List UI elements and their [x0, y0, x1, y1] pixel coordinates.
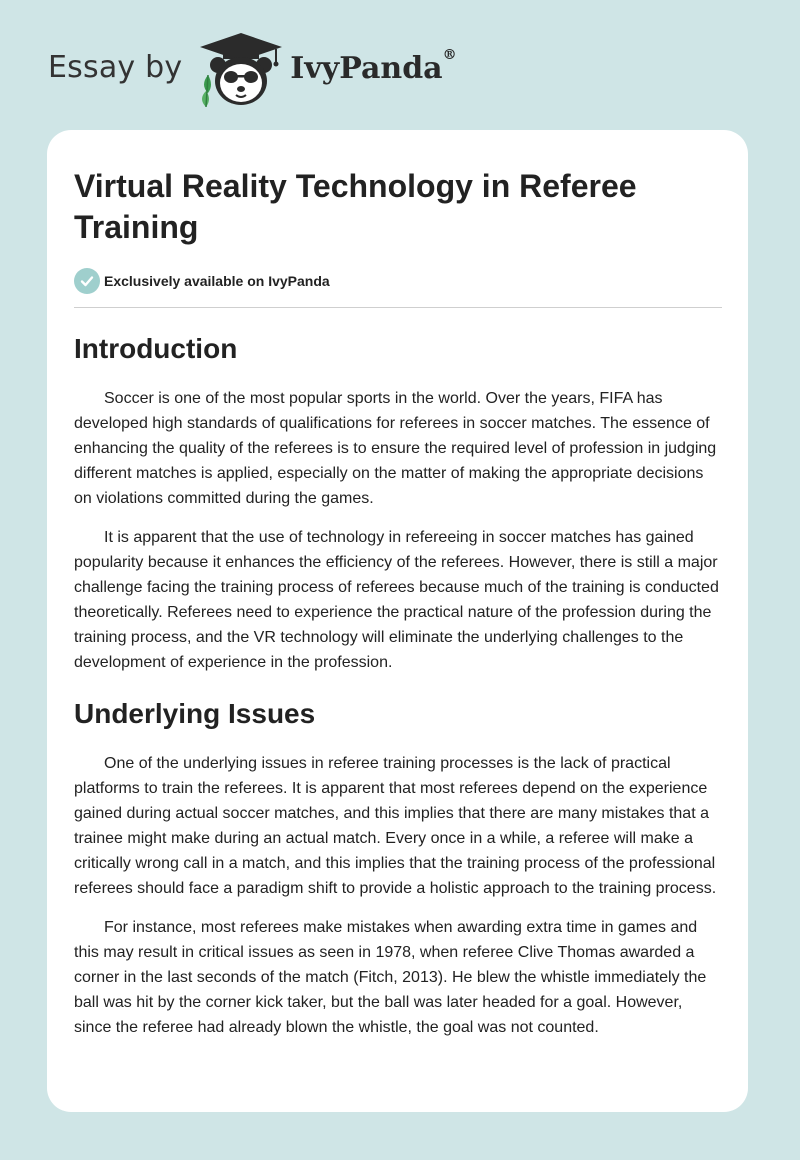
- article-card: [47, 130, 748, 1112]
- paragraph: Soccer is one of the most popular sports in the world. Over the years, FIFA has developed high standards of qualifications for referees in soccer matches. The essence of enhancing the quality of the referees is to ensure the required level of profession in judging different matches is applied, especially on the matter of making the appropriate decisions on violations committed during the games.: [74, 390, 717, 507]
- paragraph: For instance, most referees make mistakes when awarding extra time in games and this may result in critical issues as seen in 1978, when referee Clive Thomas awarded a corner in the last seconds of the match (Fitch, 2013). He blew the whistle immediately the ball was hit by the corner kick taker, but the ball was later headed for a goal. However, since the referee had already blown the whistle, the goal was not counted.: [74, 919, 707, 1036]
- brand-name: IvyPanda®: [290, 46, 457, 86]
- exclusive-badge: [74, 268, 722, 294]
- brand-prefix: Essay by: [48, 49, 183, 85]
- divider: [74, 307, 722, 308]
- paragraph: It is apparent that the use of technology in refereeing in soccer matches has gained popularity because it enhances the efficiency of the referees. However, there is still a major challenge facing the training process of referees because much of the training is conducted theoretically. Referees need to experience the practical nature of the profession during the training process, and the VR technology will eliminate the underlying challenges to the development of experience in the profession.: [74, 529, 719, 671]
- paragraph: One of the underlying issues in referee training processes is the lack of practical platforms to train the referees. It is apparent that most referees depend on the experience gained during actual soccer matches, and this implies that there are many mistakes that a trainee might make during an actual match. Every once in a while, a referee will make a critically wrong call in a match, and this implies that the training process of the professional referees should face a paradigm shift to provide a holistic approach to the training process.: [74, 755, 717, 897]
- section-heading-underlying-issues: Underlying Issues: [74, 698, 316, 729]
- check-circle-icon: [74, 268, 100, 294]
- page-title: Virtual Reality Technology in Referee Training: [74, 168, 637, 245]
- panda-graduate-logo-icon: [196, 31, 286, 109]
- badge-text: Exclusively available on IvyPanda: [104, 273, 330, 289]
- brand-header[interactable]: [48, 30, 457, 110]
- section-heading-introduction: Introduction: [74, 333, 238, 364]
